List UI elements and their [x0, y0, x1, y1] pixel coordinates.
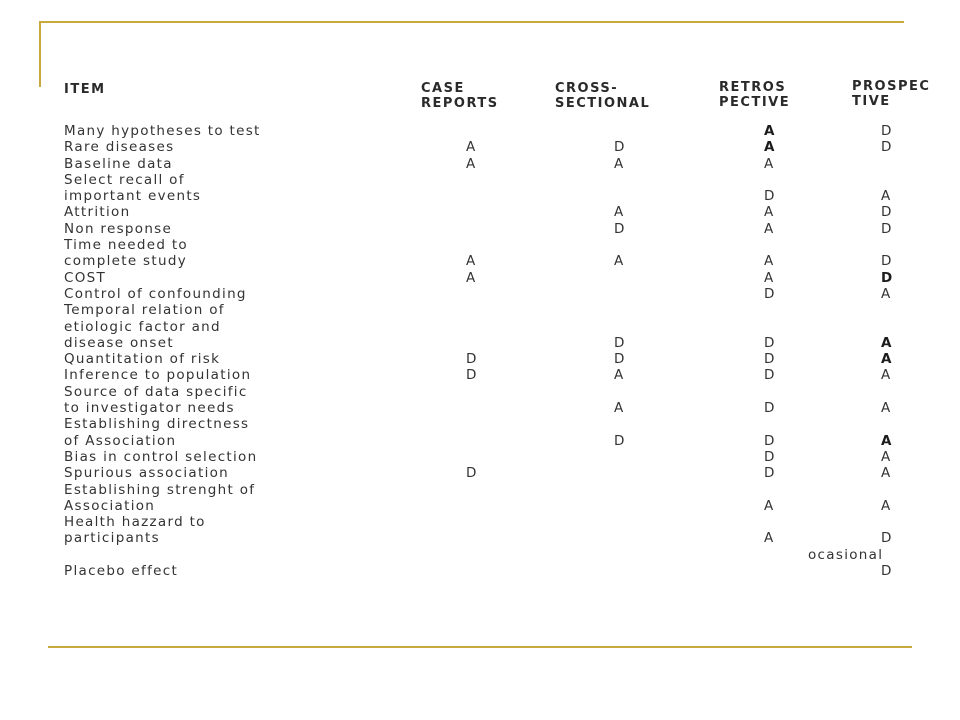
retrospective-cell: D [764, 432, 776, 449]
item-cell: Many hypotheses to test [64, 123, 261, 139]
item-cell: to investigator needs [64, 400, 235, 417]
retrospective-cell: A [764, 204, 775, 221]
retrospective-cell: D [764, 448, 776, 465]
table-row [0, 514, 960, 530]
table-row [0, 547, 960, 563]
item-cell: Inference to population [64, 367, 252, 384]
retrospective-cell: A [764, 497, 775, 514]
header-case-reports: CASE REPORTS [421, 81, 499, 111]
item-cell: etiologic factor and [64, 318, 221, 335]
retrospective-cell: D [764, 351, 776, 368]
retrospective-cell: A [764, 155, 775, 172]
prospective-cell: A [881, 432, 893, 449]
retrospective-cell: D [764, 285, 776, 302]
retrospective-cell: A [764, 123, 776, 139]
prospective-cell: A [881, 400, 892, 417]
cross-sectional-cell: A [614, 155, 625, 172]
retrospective-cell: A [764, 530, 775, 547]
item-cell: Health hazzard to [64, 514, 206, 531]
prospective-cell: A [881, 465, 892, 482]
table-row [0, 302, 960, 318]
prospective-cell: D [881, 269, 894, 286]
retrospective-cell: A [764, 220, 775, 237]
item-cell: disease onset [64, 334, 174, 351]
item-cell: Rare diseases [64, 139, 175, 156]
table-row [0, 449, 960, 465]
table-row [0, 465, 960, 481]
item-cell: Bias in control selection [64, 448, 258, 465]
header-prospective: PROSPEC TIVE [852, 79, 931, 109]
retrospective-cell: D [764, 465, 776, 482]
cross-sectional-cell: D [614, 334, 626, 351]
cross-sectional-cell: D [614, 220, 626, 237]
table-row [0, 498, 960, 514]
table-row [0, 482, 960, 498]
cross-sectional-cell: A [614, 400, 625, 417]
table-row [0, 367, 960, 383]
prospective-cell: A [881, 188, 892, 205]
table-row [0, 433, 960, 449]
comparison-table [0, 123, 960, 579]
prospective-cell: A [881, 334, 893, 351]
item-cell: Placebo effect [64, 563, 179, 580]
item-cell: Temporal relation of [64, 302, 225, 319]
retrospective-cell: D [764, 367, 776, 384]
table-row [0, 237, 960, 253]
item-cell: Select recall of [64, 171, 185, 188]
case-reports-cell: D [466, 367, 478, 384]
prospective-cell: D [881, 530, 893, 547]
cross-sectional-cell: A [614, 367, 625, 384]
prospective-cell: D [881, 563, 893, 580]
item-cell: of Association [64, 432, 177, 449]
table-row [0, 351, 960, 367]
retrospective-cell: A [764, 253, 775, 270]
header-retrospective: RETROS PECTIVE [719, 80, 791, 110]
item-cell: Association [64, 497, 156, 514]
cross-sectional-cell: A [614, 204, 625, 221]
item-cell: Quantitation of risk [64, 351, 221, 368]
table-row [0, 172, 960, 188]
case-reports-cell: A [466, 155, 477, 172]
table-row [0, 319, 960, 335]
frame-top-line [39, 21, 904, 23]
retrospective-cell: D [764, 188, 776, 205]
item-cell: Time needed to [64, 237, 188, 254]
prospective-cell: A [881, 497, 892, 514]
item-cell: Source of data specific [64, 383, 248, 400]
item-cell: Establishing directness [64, 416, 250, 433]
table-row [0, 156, 960, 172]
prospective-cell: A [881, 285, 892, 302]
table-row [0, 286, 960, 302]
prospective-cell: D [881, 123, 893, 139]
frame-bottom-line [48, 646, 912, 648]
prospective-cell: D [881, 253, 893, 270]
case-reports-cell: A [466, 269, 477, 286]
item-cell: complete study [64, 253, 187, 270]
retrospective-cell: A [764, 269, 775, 286]
case-reports-cell: D [466, 351, 478, 368]
retrospective-cell: D [764, 334, 776, 351]
item-cell: Attrition [64, 204, 131, 221]
table-row [0, 123, 960, 139]
table-row [0, 221, 960, 237]
cross-sectional-cell: D [614, 432, 626, 449]
item-cell: Baseline data [64, 155, 173, 172]
case-reports-cell: D [466, 465, 478, 482]
frame-left-line [39, 21, 41, 87]
table-row [0, 563, 960, 579]
prospective-cell: D [881, 204, 893, 221]
item-cell: participants [64, 530, 160, 547]
retrospective-cell: A [764, 139, 776, 156]
header-item: ITEM [64, 82, 106, 97]
cross-sectional-cell: A [614, 253, 625, 270]
item-cell: COST [64, 269, 107, 286]
item-cell: Spurious association [64, 465, 230, 482]
item-cell: Non response [64, 220, 173, 237]
prospective-cell: D [881, 220, 893, 237]
table-row [0, 384, 960, 400]
item-cell: important events [64, 188, 202, 205]
case-reports-cell: A [466, 253, 477, 270]
note-cell: ocasional [808, 546, 884, 563]
prospective-cell: A [881, 448, 892, 465]
table-row [0, 416, 960, 432]
prospective-cell: A [881, 367, 892, 384]
cross-sectional-cell: D [614, 139, 626, 156]
table-row [0, 270, 960, 286]
header-cross-sectional: CROSS- SECTIONAL [555, 81, 651, 111]
table-row [0, 400, 960, 416]
table-row [0, 530, 960, 546]
prospective-cell: D [881, 139, 893, 156]
table-row [0, 253, 960, 269]
table-row [0, 335, 960, 351]
item-cell: Establishing strenght of [64, 481, 256, 498]
cross-sectional-cell: D [614, 351, 626, 368]
table-row [0, 139, 960, 155]
table-row [0, 204, 960, 220]
case-reports-cell: A [466, 139, 477, 156]
retrospective-cell: D [764, 400, 776, 417]
table-row [0, 188, 960, 204]
item-cell: Control of confounding [64, 285, 247, 302]
prospective-cell: A [881, 351, 893, 368]
